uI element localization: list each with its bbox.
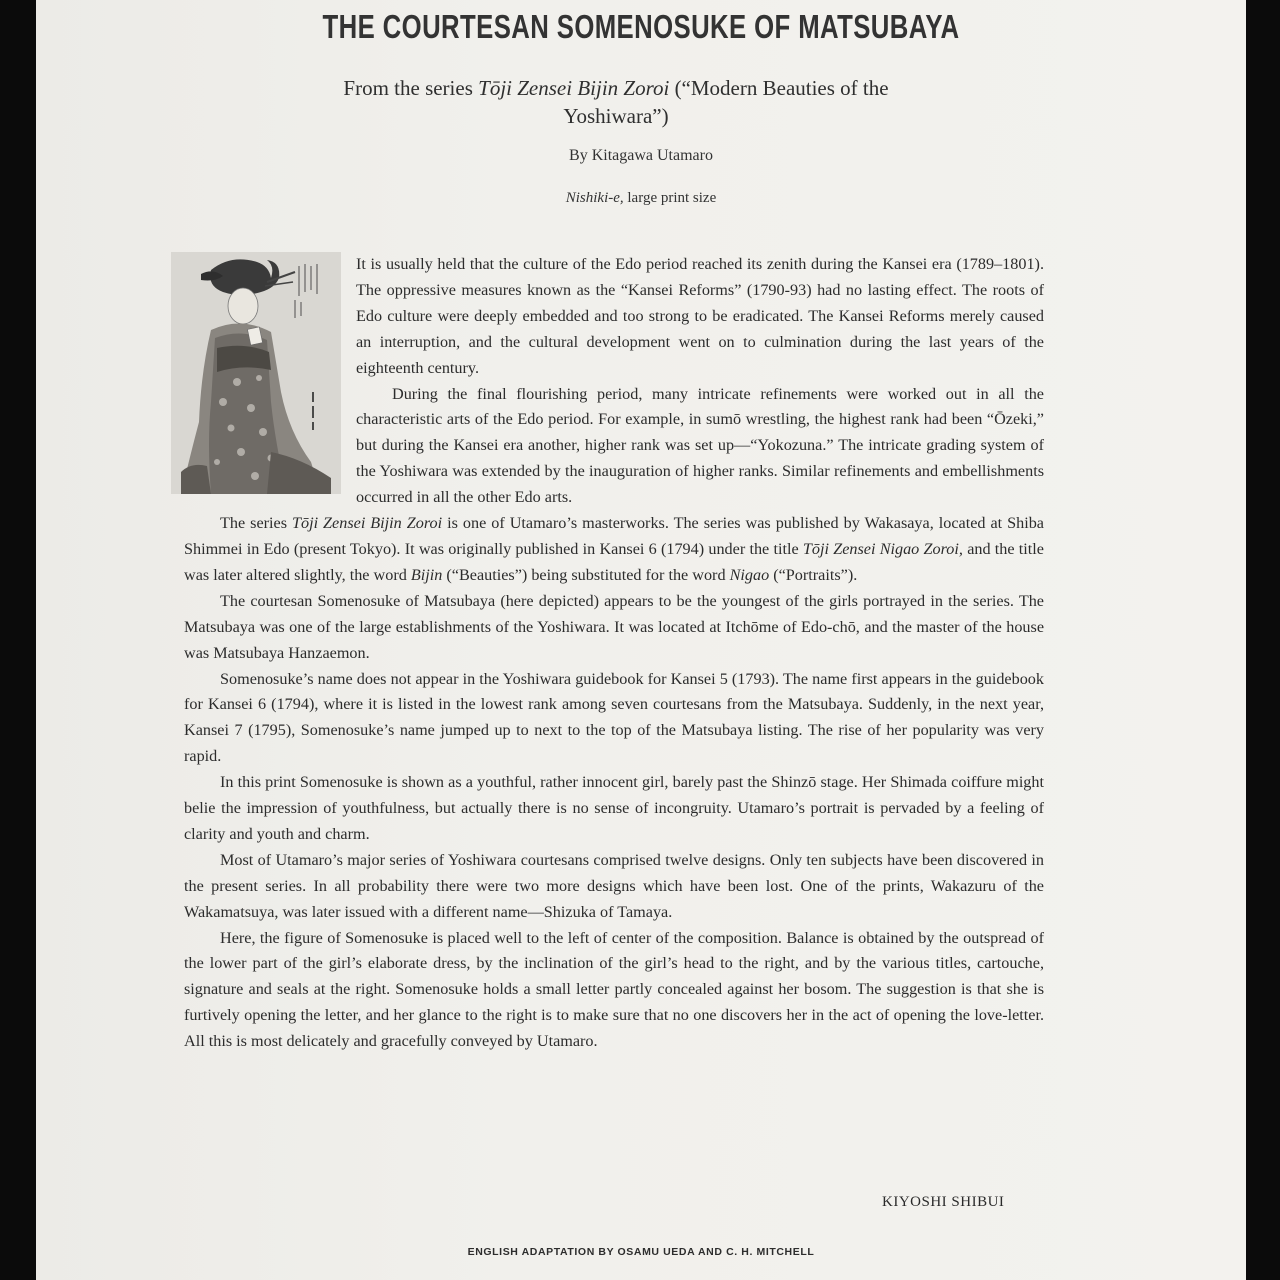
paragraph-2: During the final flourishing period, many intricate refinements were worked out in all the characteristic arts of the Edo period. For example, in sumō wrestling, the highest rank had been “Ōzeki,” but during the Kansei era another, higher rank was set up—“Yokozuna.” The intricate grading system of the Yoshiwara was extended by the inauguration of higher ranks. Similar refinements and embellishments occurred in all the other Edo arts.	[356, 384, 1044, 507]
p3-text-a: The series	[220, 514, 292, 533]
article-body	[184, 252, 1044, 1055]
p3-text-d: (“Beauties”) being substituted for the word	[442, 565, 730, 584]
series-subtitle	[326, 74, 906, 130]
p3-word-nigao: Nigao	[729, 565, 770, 584]
paragraph-1: It is usually held that the culture of the Edo period reached its zenith during the Kansei era (1789–1801). The oppressive measures known as the “Kansei Reforms” (1790-93) had no lasting effect. The roots of Edo culture were deeply embedded and too strong to be eradicated. The Kansei Reforms merely caused an interruption, and the cultural development went on to culmination during the last years of the eighteenth century.	[356, 255, 1044, 377]
page-title: THE COURTESAN SOMENOSUKE OF MATSUBAYA	[322, 8, 960, 45]
scan-border-left	[0, 0, 36, 1280]
subtitle-series-name: Tōji Zensei Bijin Zoroi	[478, 76, 670, 100]
paragraph-6: In this print Somenosuke is shown as a youthful, rather innocent girl, barely past the Shinzō stage. Her Shimada coiffure might belie the impression of youthfulness, but actually there is no sense of incongruity. Utamaro’s portrait is pervaded by a feeling of clarity and youth and charm.	[184, 773, 1044, 843]
p3-series-name: Tōji Zensei Bijin Zoroi	[291, 514, 443, 533]
paragraph-4: The courtesan Somenosuke of Matsubaya (here depicted) appears to be the youngest of the girls portrayed in the series. The Matsubaya was one of the large establishments of the Yoshiwara. It was located at Itchōme of Edo-chō, and the master of the house was Matsubaya Hanzaemon.	[184, 591, 1044, 662]
medium-size: large print size	[623, 190, 717, 206]
medium-technique: Nishiki-e,	[565, 190, 624, 206]
p3-text-e: (“Portraits”).	[769, 565, 858, 584]
author-line: By Kitagawa Utamaro	[569, 147, 713, 164]
p3-text-b: is one of Utamaro’s masterworks. The series was published by Wakasaya, located at Shiba Shimmei in Edo (present Tokyo). It was originally published in Kansei 6 (1794) under the title	[184, 514, 1044, 558]
subtitle-prefix: From the series	[343, 76, 479, 100]
p3-word-bijin: Bijin	[410, 565, 443, 584]
author-signature: KIYOSHI SHIBUI	[882, 1194, 1005, 1210]
illustration-text-wrap	[184, 252, 356, 496]
paragraph-3	[184, 511, 1044, 589]
p3-original-title: Tōji Zensei Nigao Zoroi,	[802, 539, 963, 558]
subtitle-suffix: (“Modern Beauties of the Yoshiwara”)	[563, 76, 889, 128]
paragraph-7: Most of Utamaro’s major series of Yoshiwara courtesans comprised twelve designs. Only ten subjects have been discovered in the present series. In all probability there were two more designs which have been lost. One of the prints, Wakazuru of the Wakamatsuya, was later issued with a different name—Shizuka of Tamaya.	[184, 850, 1044, 921]
translation-credit: ENGLISH ADAPTATION BY OSAMU UEDA AND C. H. MITCHELL	[467, 1246, 815, 1258]
scan-border-right	[1246, 0, 1280, 1280]
paragraph-8: Here, the figure of Somenosuke is placed well to the left of center of the composition. Balance is obtained by the outspread of the lower part of the girl’s elaborate dress, by the inclination of the girl’s head to the right, and by the various titles, cartouche, signature and seals at the right. Somenosuke holds a small letter partly concealed against her bosom. The suggestion is that she is furtively opening the letter, and her glance to the right is to make sure that no one discovers her in the act of opening the love-letter. All this is most delicately and gracefully conveyed by Utamaro.	[184, 928, 1044, 1051]
paragraph-5: Somenosuke’s name does not appear in the Yoshiwara guidebook for Kansei 5 (1793). The name first appears in the guidebook for Kansei 6 (1794), where it is listed in the lowest rank among seven courtesans from the Matsubaya. Suddenly, in the next year, Kansei 7 (1795), Somenosuke’s name jumped up to next to the top of the Matsubaya listing. The rise of her popularity was very rapid.	[184, 669, 1044, 766]
medium-line	[36, 190, 1246, 207]
document-page	[36, 0, 1246, 1280]
p3-text-c: and the title was later altered slightly, the word	[184, 539, 1044, 584]
